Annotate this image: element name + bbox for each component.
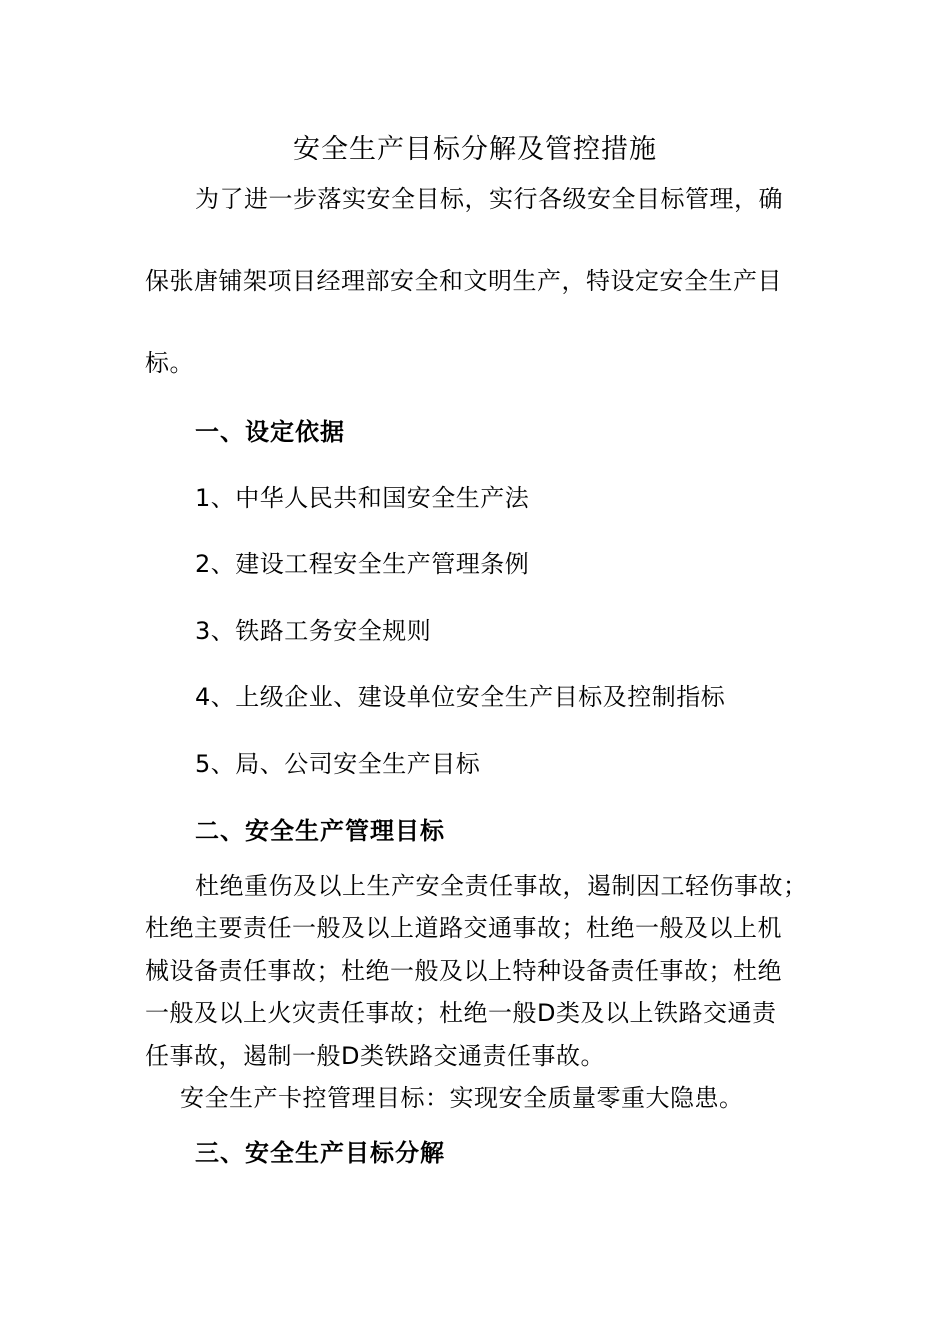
intro-line-2: 保张唐铺架项目经理部安全和文明生产，特设定安全生产目 bbox=[145, 267, 782, 295]
goal-line-4: 一般及以上火灾责任事故；杜绝一般D类及以上铁路交通责 bbox=[145, 999, 777, 1027]
section-3-heading: 三、安全生产目标分解 bbox=[195, 1139, 445, 1167]
basis-item-3: 3、铁路工务安全规则 bbox=[195, 617, 432, 645]
section-1-heading: 一、设定依据 bbox=[195, 418, 345, 446]
goal-line-3: 械设备责任事故；杜绝一般及以上特种设备责任事故；杜绝 bbox=[145, 957, 782, 985]
basis-item-4: 4、上级企业、建设单位安全生产目标及控制指标 bbox=[195, 683, 726, 711]
document-title: 安全生产目标分解及管控措施 bbox=[293, 134, 657, 165]
section-2-heading: 二、安全生产管理目标 bbox=[195, 817, 445, 845]
basis-item-1: 1、中华人民共和国安全生产法 bbox=[195, 484, 530, 512]
basis-item-5: 5、局、公司安全生产目标 bbox=[195, 750, 481, 778]
intro-line-1: 为了进一步落实安全目标，实行各级安全目标管理，确 bbox=[195, 185, 783, 213]
basis-item-2: 2、建设工程安全生产管理条例 bbox=[195, 550, 530, 578]
intro-line-3: 标。 bbox=[145, 349, 194, 377]
goal-line-5: 任事故，遏制一般D类铁路交通责任事故。 bbox=[145, 1042, 605, 1070]
goal-line-2: 杜绝主要责任一般及以上道路交通事故；杜绝一般及以上机 bbox=[145, 914, 782, 942]
goal-line-1: 杜绝重伤及以上生产安全责任事故，遏制因工轻伤事故； bbox=[195, 872, 808, 900]
control-target: 安全生产卡控管理目标：实现安全质量零重大隐患。 bbox=[180, 1084, 744, 1112]
